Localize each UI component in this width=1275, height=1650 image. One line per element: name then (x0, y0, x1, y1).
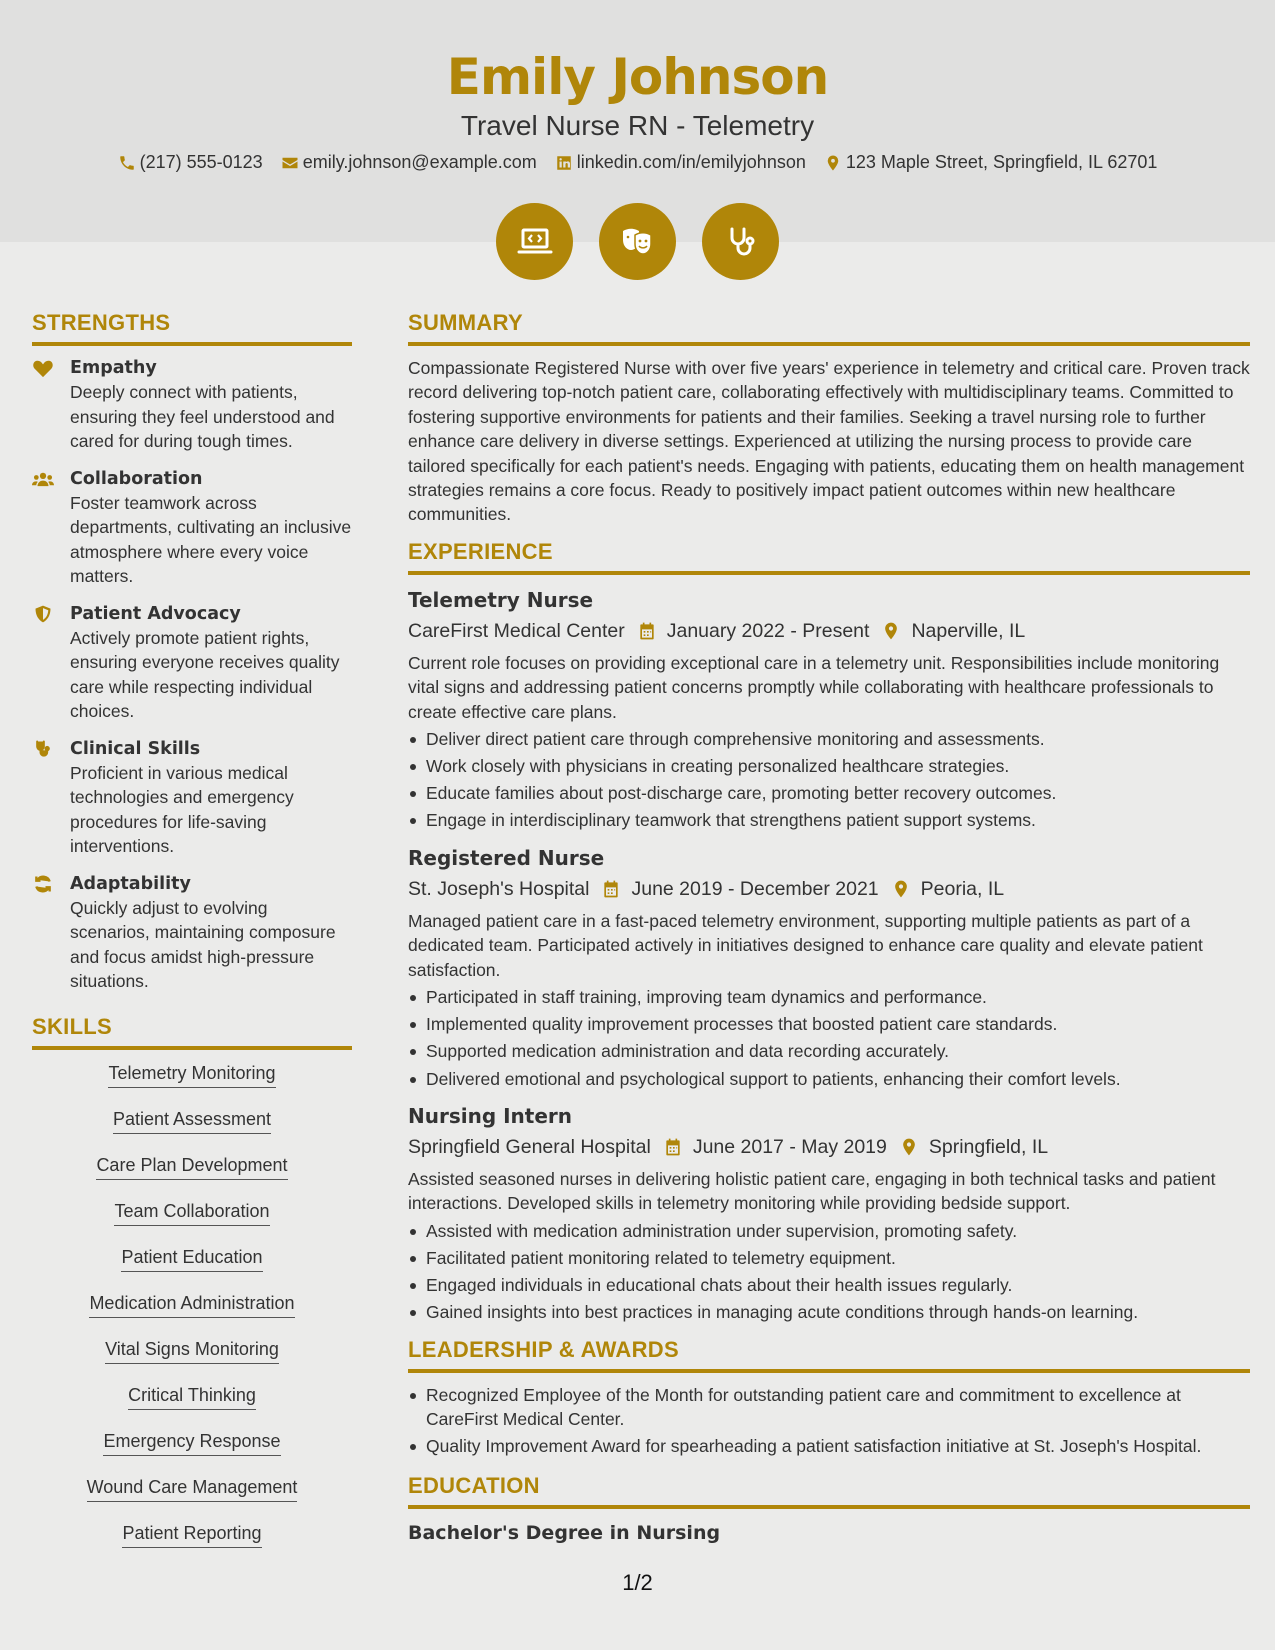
skill-item: Care Plan Development (96, 1152, 287, 1180)
job-meta (408, 873, 1250, 905)
skill-item: Critical Thinking (128, 1382, 256, 1410)
contact-address (824, 152, 1158, 173)
contact-email[interactable] (281, 152, 537, 173)
job-dates: January 2022 - Present (666, 619, 870, 642)
strength-item (32, 467, 352, 589)
summary-heading: SUMMARY (408, 308, 1250, 346)
strength-name: Clinical Skills (70, 738, 201, 759)
awards-heading: LEADERSHIP & AWARDS (408, 1335, 1250, 1373)
shield-icon (32, 604, 54, 624)
skill-item: Telemetry Monitoring (108, 1060, 275, 1088)
phone-icon (118, 154, 136, 172)
strength-name: Empathy (70, 358, 157, 378)
users-icon (32, 469, 54, 489)
calendar-icon (663, 1137, 683, 1157)
job-meta (408, 1131, 1250, 1163)
hobby-circle-stethoscope (702, 203, 779, 280)
strength-desc: Proficient in various medical technologies and emergency procedures for life-saving interventions. (70, 762, 294, 856)
calendar-icon (601, 879, 621, 899)
job-description: Managed patient care in a fast-paced telemetry environment, supporting multiple patients as part of a dedicated team. Participated actively in initiatives designed to enhance care quality and elevate patient satisfaction. (408, 910, 1203, 980)
strength-item (32, 872, 352, 994)
skill-item: Wound Care Management (87, 1474, 298, 1502)
strength-name: Adaptability (70, 873, 191, 894)
list-item: Implemented quality improvement processes that boosted patient care standards. (408, 1012, 1250, 1036)
job-dates: June 2017 - May 2019 (692, 1135, 887, 1158)
job-dates: June 2019 - December 2021 (631, 877, 879, 900)
job-entry (408, 843, 1250, 1091)
summary-text: Compassionate Registered Nurse with over five years' experience in telemetry and critical care. Proven track record delivering top-notch patient care, collaborating effectively with multidisciplinary teams. Committed to fostering supportive environments for patients and their families. Seeking a travel nursing role to further enhance care delivery in diverse settings. Experienced at utilizing the nursing process to provide care tailored specifically for each patient's needs. Engaging with patients, educating them on health management strategies remains a core focus. Ready to positively impact patient outcomes within new healthcare communities. (408, 358, 1250, 525)
job-entry (408, 1101, 1250, 1325)
list-item: Deliver direct patient care through comprehensive monitoring and assessments. (408, 727, 1250, 751)
strength-desc: Actively promote patient rights, ensuring everyone receives quality care while respecting individual choices. (70, 627, 340, 721)
page-number: 1/2 (622, 1570, 653, 1595)
left-column (32, 308, 352, 1566)
contact-row (0, 152, 1275, 173)
job-company: St. Joseph's Hospital (408, 877, 590, 900)
contact-linkedin[interactable] (555, 152, 806, 173)
map-pin-icon (824, 154, 842, 172)
envelope-icon (281, 154, 299, 172)
skill-item: Patient Assessment (113, 1106, 271, 1134)
list-item: Facilitated patient monitoring related to telemetry equipment. (408, 1246, 1250, 1270)
job-company: Springfield General Hospital (408, 1135, 651, 1158)
map-pin-icon (881, 621, 901, 641)
skill-item: Emergency Response (103, 1428, 280, 1456)
stethoscope-icon (32, 739, 54, 759)
job-location: Naperville, IL (911, 619, 1026, 642)
skill-item: Team Collaboration (114, 1198, 269, 1226)
stethoscope-icon (721, 222, 761, 262)
job-description: Current role focuses on providing exceptional care in a telemetry unit. Responsibilities include monitoring vital signs and addressing patient concerns promptly while collaborating with healthcare professionals to create effective care plans. (408, 652, 1220, 722)
job-title: Registered Nurse (408, 845, 605, 870)
hobby-icons (0, 203, 1275, 280)
list-item: Engaged individuals in educational chats about their health issues regularly. (408, 1273, 1250, 1297)
hobby-circle-masks (599, 203, 676, 280)
strength-name: Collaboration (70, 468, 203, 489)
theater-masks-icon (618, 222, 658, 262)
job-title: Nursing Intern (408, 1103, 573, 1128)
list-item: Recognized Employee of the Month for outstanding patient care and commitment to excellence at CareFirst Medical Center. (408, 1383, 1250, 1432)
strength-name: Patient Advocacy (70, 603, 241, 624)
skill-item: Patient Education (121, 1244, 262, 1272)
strength-item (32, 356, 352, 454)
contact-address-text: 123 Maple Street, Springfield, IL 62701 (845, 152, 1158, 172)
laptop-code-icon (515, 222, 555, 262)
experience-heading: EXPERIENCE (408, 537, 1250, 575)
contact-linkedin-text: linkedin.com/in/emilyjohnson (576, 152, 806, 172)
refresh-icon (32, 874, 54, 894)
strength-item (32, 737, 352, 859)
list-item: Educate families about post-discharge care, promoting better recovery outcomes. (408, 781, 1250, 805)
map-pin-icon (899, 1137, 919, 1157)
job-title-headline: Travel Nurse RN - Telemetry (460, 110, 815, 141)
candidate-name: Emily Johnson (446, 48, 829, 106)
strengths-heading: STRENGTHS (32, 308, 352, 346)
job-title: Telemetry Nurse (408, 587, 594, 612)
list-item: Quality Improvement Award for spearheading a patient satisfaction initiative at St. Joseph's Hospital. (408, 1434, 1250, 1458)
contact-phone[interactable] (118, 152, 263, 173)
education-degree: Bachelor's Degree in Nursing (408, 1521, 721, 1544)
job-location: Peoria, IL (920, 877, 1005, 900)
skill-item: Vital Signs Monitoring (105, 1336, 279, 1364)
strength-desc: Foster teamwork across departments, cultivating an inclusive atmosphere where every voice matters. (70, 492, 352, 586)
strength-desc: Quickly adjust to evolving scenarios, maintaining composure and focus amidst high-pressure situations. (70, 897, 336, 991)
job-meta (408, 615, 1250, 647)
education-heading: EDUCATION (408, 1471, 1250, 1509)
skill-item: Medication Administration (89, 1290, 294, 1318)
linkedin-icon (555, 154, 573, 172)
contact-email-text: emily.johnson@example.com (302, 152, 537, 172)
job-company: CareFirst Medical Center (408, 619, 625, 642)
list-item: Engage in interdisciplinary teamwork that strengthens patient support systems. (408, 808, 1250, 832)
hobby-circle-laptop (496, 203, 573, 280)
job-bullets (408, 985, 1250, 1091)
job-bullets (408, 1219, 1250, 1325)
list-item: Delivered emotional and psychological support to patients, enhancing their comfort levels. (408, 1067, 1250, 1091)
contact-phone-text: (217) 555-0123 (139, 152, 263, 172)
list-item: Gained insights into best practices in managing acute conditions through hands-on learning. (408, 1300, 1250, 1324)
calendar-icon (637, 621, 657, 641)
skills-heading: SKILLS (32, 1012, 352, 1050)
job-location: Springfield, IL (928, 1135, 1049, 1158)
job-description: Assisted seasoned nurses in delivering holistic patient care, engaging in both technical tasks and patient interactions. Developed skills in telemetry monitoring while providing bedside support. (408, 1168, 1216, 1214)
awards-list (408, 1383, 1250, 1459)
right-column (408, 308, 1250, 1547)
list-item: Assisted with medication administration under supervision, promoting safety. (408, 1219, 1250, 1243)
job-bullets (408, 727, 1250, 833)
heart-icon (32, 358, 54, 378)
list-item: Supported medication administration and data recording accurately. (408, 1039, 1250, 1063)
map-pin-icon (891, 879, 911, 899)
skill-item: Patient Reporting (122, 1520, 261, 1548)
list-item: Work closely with physicians in creating personalized healthcare strategies. (408, 754, 1250, 778)
skills-list (32, 1060, 352, 1566)
list-item: Participated in staff training, improving team dynamics and performance. (408, 985, 1250, 1009)
strength-desc: Deeply connect with patients, ensuring they feel understood and cared for during tough times. (70, 382, 335, 451)
job-entry (408, 585, 1250, 833)
strength-item (32, 602, 352, 724)
